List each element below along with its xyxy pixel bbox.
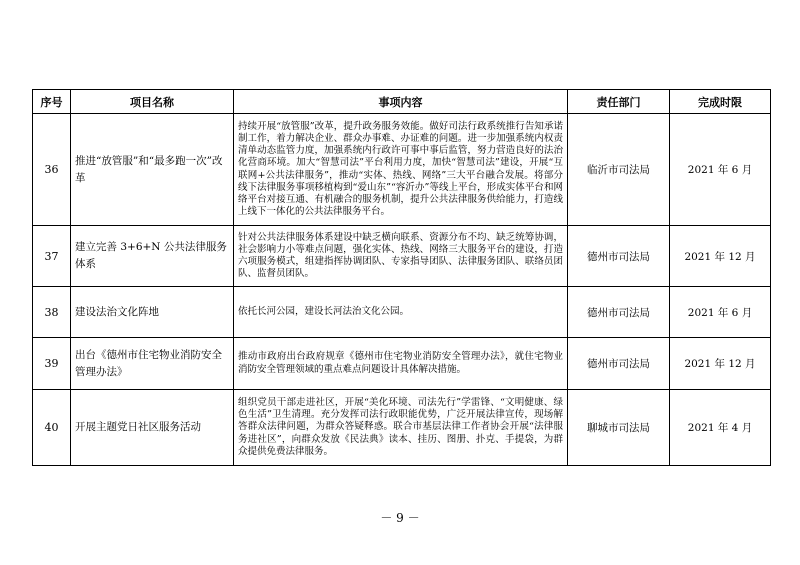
- row-dept: 德州市司法局: [568, 287, 670, 338]
- table-header-row: [33, 90, 771, 114]
- row-content: 依托长河公园，建设长河法治文化公园。: [234, 287, 568, 338]
- header-name: 项目名称: [71, 90, 234, 114]
- row-dept: 德州市司法局: [568, 338, 670, 390]
- row-dept: 临沂市司法局: [568, 114, 670, 226]
- table-row: [33, 287, 771, 338]
- row-time: 2021 年 6 月: [670, 287, 771, 338]
- table-row: [33, 114, 771, 226]
- page-number: － 9 －: [380, 511, 420, 525]
- row-dept: 聊城市司法局: [568, 390, 670, 466]
- row-project-name: 建立完善 3+6+N 公共法律服务体系: [71, 226, 234, 287]
- row-num: 36: [33, 114, 71, 226]
- header-dept: 责任部门: [568, 90, 670, 114]
- row-content: 组织党员干部走进社区，开展“美化环境、司法先行”学雷锋、“文明健康、绿色生活”卫生清理。充分发挥司法行政职能优势，广泛开展法律宣传，现场解答群众法律问题，为群众答疑释惑。联合市基层法律工作者协会开展“法律服务进社区”，向群众发放《民法典》读本、挂历、图册、扑克、手提袋，为群众提供免费法律服务。: [234, 390, 568, 466]
- project-table: [32, 89, 771, 466]
- row-time: 2021 年 4 月: [670, 390, 771, 466]
- row-time: 2021 年 6 月: [670, 114, 771, 226]
- row-num: 39: [33, 338, 71, 390]
- row-project-name: 开展主题党日社区服务活动: [71, 390, 234, 466]
- header-num: 序号: [33, 90, 71, 114]
- row-time: 2021 年 12 月: [670, 226, 771, 287]
- header-time: 完成时限: [670, 90, 771, 114]
- header-content: 事项内容: [234, 90, 568, 114]
- row-content: 推动市政府出台政府规章《德州市住宅物业消防安全管理办法》，就住宅物业消防安全管理领域的重点难点问题设计具体解决措施。: [234, 338, 568, 390]
- row-num: 37: [33, 226, 71, 287]
- row-num: 40: [33, 390, 71, 466]
- row-dept: 德州市司法局: [568, 226, 670, 287]
- table-row: [33, 338, 771, 390]
- table-row: [33, 226, 771, 287]
- row-content: 持续开展“放管服”改革，提升政务服务效能。做好司法行政系统推行告知承诺制工作，着力解决企业、群众办事难、办证难的问题。进一步加强系统内权责清单动态监管力度，加强系统内行政许可事中事后监管，努力营造良好的法治化营商环境。加大“智慧司法”平台利用力度，加快“智慧司法”建设，开展“互联网+公共法律服务”，推动“实体、热线、网络”三大平台融合发展。将部分线下法律服务事项移植构到“爱山东”“容沂办”等线上平台，形成实体平台和网络平台对接互通、有机融合的服务机制，提升公共法律服务供给能力，打造线上线下一体化的公共法律服务平台。: [234, 114, 568, 226]
- row-project-name: 建设法治文化阵地: [71, 287, 234, 338]
- row-content: 针对公共法律服务体系建设中缺乏横向联系、资源分布不均、缺乏统筹协调，社会影响力小等难点问题，强化实体、热线、网络三大服务平台的建设，打造六项服务模式，组建指挥协调团队、专家指导团队、法律服务团队、联络员团队、监督员团队。: [234, 226, 568, 287]
- table-row: [33, 390, 771, 466]
- row-project-name: 推进“放管服”和“最多跑一次”改革: [71, 114, 234, 226]
- row-time: 2021 年 12 月: [670, 338, 771, 390]
- row-project-name: 出台《德州市住宅物业消防安全管理办法》: [71, 338, 234, 390]
- row-num: 38: [33, 287, 71, 338]
